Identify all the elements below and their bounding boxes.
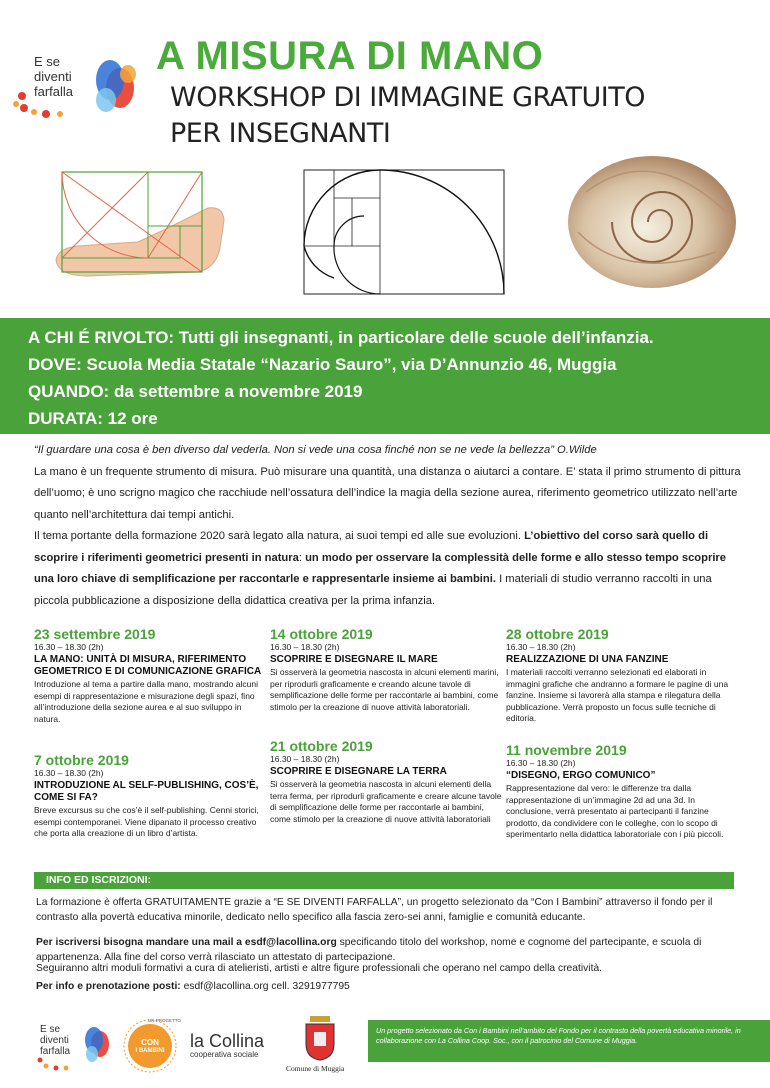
intro-text <box>34 440 744 612</box>
logo-line3: farfalla <box>34 84 74 99</box>
location-text: DOVE: Scuola Media Statale “Nazario Sauro”, via D’Annunzio 46, Muggia <box>28 355 617 374</box>
session-2 <box>34 752 266 840</box>
muggia-caption: Comune di Muggia <box>286 1064 345 1073</box>
session-description: Rappresentazione dal vero: le differenze tra dalla rappresentazione di un’immagine 2d ad una 3d. In conclusione, verrà presentato ai partecipanti il fanzine prodotto, da condividere con le colleghe, con lo scopo di sperimentarlo nella didattica laboratoriale con i più piccoli. <box>506 783 724 839</box>
audience-text: A CHI É RIVOLTO: Tutti gli insegnanti, in particolare delle scuole dell’infanzia. <box>28 328 654 347</box>
session-title: REALIZZAZIONE DI UNA FANZINE <box>506 654 669 665</box>
dates-text: QUANDO: da settembre a novembre 2019 <box>28 382 363 401</box>
wilde-quote: “Il guardare una cosa è ben diverso dal vederla. Non si vede una cosa finché non se ne vede la bellezza” O.Wilde <box>34 444 597 456</box>
info-paragraph-3: Seguiranno altri moduli formativi a cura di atelieristi, artisti e altre figure professionali che operano nel campo della creatività. <box>36 963 603 974</box>
session-title: SCOPRIRE E DISEGNARE LA TERRA <box>270 766 447 777</box>
info-paragraph-1: La formazione è offerta GRATUITAMENTE grazie a “E SE DIVENTI FARFALLA”, un progetto selezionato da “Con I Bambini” attraverso il fondo per il contrasto alla povertà educativa minorile, dedicato nello specifico alla fascia zero-sei anni, famiglie e comunità educante. <box>36 897 713 923</box>
session-date: 7 ottobre 2019 <box>34 752 129 768</box>
session-3 <box>270 626 502 713</box>
subtitle-line1: WORKSHOP DI IMMAGINE GRATUITO <box>170 82 646 113</box>
duration-text: DURATA: 12 ore <box>28 409 158 428</box>
session-title: SCOPRIRE E DISEGNARE IL MARE <box>270 654 438 665</box>
session-description: I materiali raccolti verranno selezionati ed elaborati in immagini grafiche che andranno a formare le pagine di una fanzine. Insieme si lavorerà alla stampa e rilegatura della pubblicazione. Verrà proposto un focus sulle tecniche di editoria. <box>506 667 729 723</box>
collina-tag: cooperativa sociale <box>190 1050 259 1059</box>
collina-name: la Collina <box>190 1031 265 1051</box>
session-date: 14 ottobre 2019 <box>270 626 373 642</box>
info-paragraph-2 <box>36 936 736 965</box>
event-details-band <box>0 318 770 434</box>
muggia-crest-icon <box>300 1014 340 1062</box>
session-title: LA MANO: UNITÀ DI MISURA, RIFERIMENTO GEOMETRICO E DI COMUNICAZIONE GRAFICA <box>34 654 262 677</box>
contact-details: esdf@lacollina.org cell. 3291977795 <box>180 981 350 992</box>
info-heading: INFO ED ISCRIZIONI: <box>46 874 151 886</box>
session-1 <box>34 626 266 725</box>
session-description: Si osserverà la geometria nascosta in alcuni elementi marini, per riprodurli graficamente e creando alcune tavole di semplificazione delle forme per raccontarle ai bambini, come stimolo per la creazione di nuove attività laboratoriali. <box>270 667 499 712</box>
p2-end: I materiali di studio verranno raccolti in una piccola pubblicazione a disposizione della didattica creativa per la prima infanzia. <box>34 573 712 607</box>
footer-logo-farfalla <box>34 1022 114 1074</box>
conibambini-con: CON <box>141 1038 159 1047</box>
session-date: 21 ottobre 2019 <box>270 738 373 754</box>
session-date: 23 settembre 2019 <box>34 626 156 642</box>
session-4 <box>270 738 502 825</box>
intro-paragraph-2 <box>34 526 744 612</box>
farfalla-line3: farfalla <box>40 1046 71 1057</box>
footer-project-note <box>368 1020 770 1062</box>
p2-bold: L’obiettivo del corso sarà quello di scoprire i riferimenti geometrici presenti in natura <box>34 530 709 564</box>
page-subtitle <box>170 80 645 152</box>
session-6 <box>506 742 738 841</box>
session-5 <box>506 626 738 725</box>
session-time: 16.30 – 18.30 (2h) <box>34 642 104 652</box>
logo-e-se-diventi-farfalla <box>8 48 138 138</box>
footer-note-text: Un progetto selezionato da Con i Bambini nell’ambito del Fondo per il contrasto della povertà educativa minorile, in collaborazione con La Collina Coop. Soc., con il patrocinio del Comune di Muggia. <box>376 1026 741 1045</box>
footer-logo-con-i-bambini <box>122 1018 181 1074</box>
session-title: INTRODUZIONE AL SELF-PUBLISHING, COS’È, COME SI FA? <box>34 780 259 803</box>
info-heading-bar <box>34 872 734 889</box>
p2-bold-2: un modo per osservare la complessità delle forme e allo stesso tempo scoprire una loro chiave di semplificazione per raccontarle e rappresentarle insieme ai bambini. <box>34 551 727 585</box>
session-time: 16.30 – 18.30 (2h) <box>270 754 340 764</box>
session-description: Si osserverà la geometria nascosta in alcuni elementi della terra ferma, per riprodurli graficamente e creare alcune tavole di semplificazione delle forme per raccontarle ai bambini, come stimolo per la creazione di nuove attività laboratoriali <box>270 779 502 824</box>
session-time: 16.30 – 18.30 (2h) <box>270 642 340 652</box>
info-contact <box>36 980 736 995</box>
session-time: 16.30 – 18.30 (2h) <box>506 758 576 768</box>
signup-instruction: Per iscriversi bisogna mandare una mail a esdf@lacollina.org <box>36 937 337 948</box>
farfalla-line1: E se <box>40 1024 61 1035</box>
footer-logo-la-collina <box>190 1032 270 1062</box>
page-title: A MISURA DI MANO <box>156 34 544 78</box>
nautilus-shell-image <box>566 152 738 292</box>
conibambini-bambini: I BAMBINI <box>135 1048 165 1054</box>
signup-details: specificando titolo del workshop, nome e cognome del partecipante, e scuola di appartenenza. Alla fine del corso verrà rilasciato un attestato di partecipazione. <box>36 937 702 963</box>
hand-golden-ratio-illustration <box>48 168 248 280</box>
logo-line1: E se <box>34 54 61 69</box>
intro-paragraph-1: La mano è un frequente strumento di misura. Può misurare una quantità, una distanza o aiutarci a contare. E’ stata il primo strumento di pittura dell’uomo; è uno scrigno magico che racchiude nell’ossatura dell’indice la magia della sezione aurea, riferimento geometrico utilizzato nell’arte quanto nell’architettura dai tempi antichi. <box>34 465 741 521</box>
fibonacci-spiral-illustration <box>300 168 510 296</box>
footer-logo-comune-muggia <box>284 1014 354 1074</box>
session-description: Breve excursus su che cos’è il self-publishing. Cenni storici, esempi contemporanei. Viene dipanato il processo creativo che porta alla creazione di un libro d’artista. <box>34 805 259 838</box>
session-date: 11 novembre 2019 <box>506 742 627 758</box>
p2-mid: : <box>298 551 306 564</box>
session-time: 16.30 – 18.30 (2h) <box>34 768 104 778</box>
subtitle-line2: PER INSEGNANTI <box>170 118 391 149</box>
conibambini-top: UN PROGETTO <box>148 1018 181 1023</box>
p2-start: Il tema portante della formazione 2020 sarà legato alla natura, ai suoi tempi ed alle sue evoluzioni. <box>34 530 525 542</box>
session-date: 28 ottobre 2019 <box>506 626 609 642</box>
contact-label: Per info e prenotazione posti: <box>36 981 181 992</box>
logo-line2: diventi <box>34 69 72 84</box>
session-title: “DISEGNO, ERGO COMUNICO” <box>506 770 656 781</box>
session-description: Introduzione al tema a partire dalla mano, mostrando alcuni esempi di rappresentazione e misurazione degli spazi, fino all’introduzione della sezione aurea e al suo sviluppo in natura. <box>34 679 258 724</box>
farfalla-line2: diventi <box>40 1035 69 1046</box>
session-time: 16.30 – 18.30 (2h) <box>506 642 576 652</box>
